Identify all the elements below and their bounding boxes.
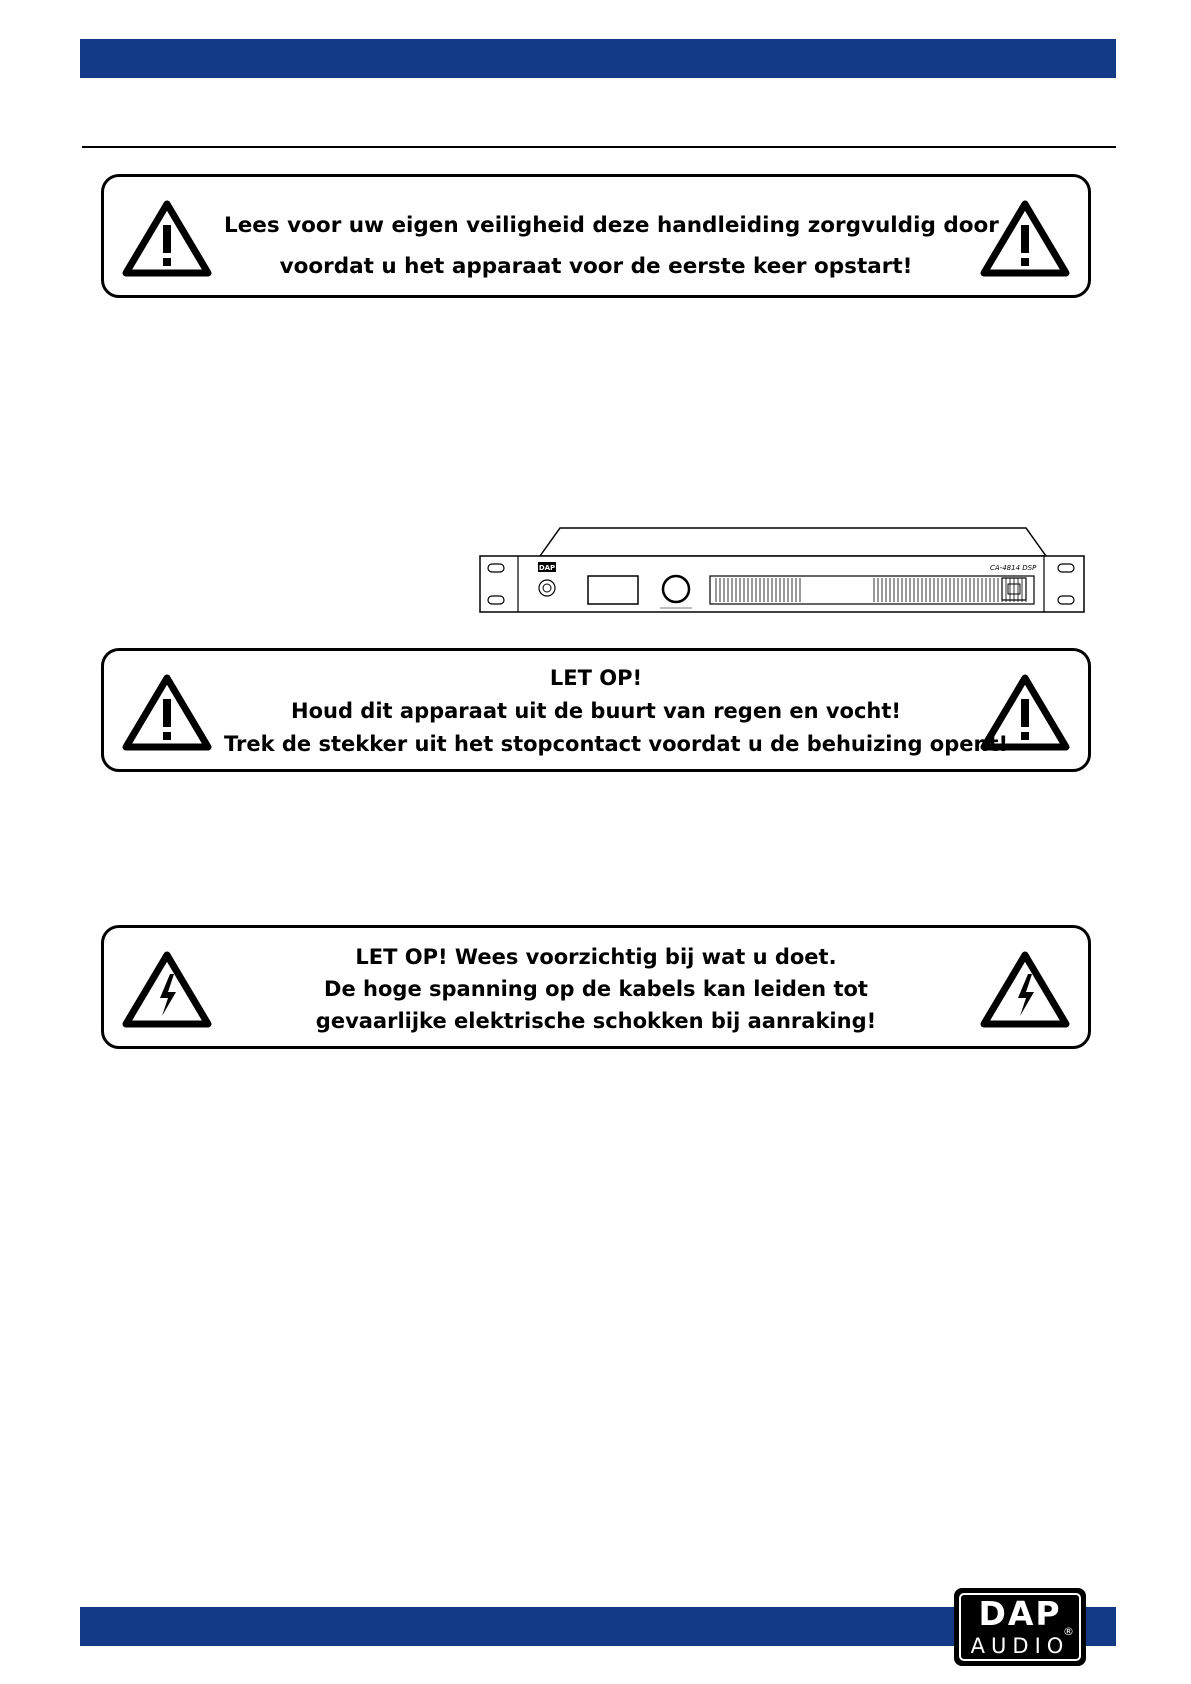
- device-badge: DAP: [538, 564, 556, 572]
- safety-warning-line-1: Lees voor uw eigen veiligheid deze handleiding zorgvuldig door: [224, 213, 999, 238]
- high-voltage-warning-line-2: De hoge spanning op de kabels kan leiden tot: [324, 977, 868, 1001]
- high-voltage-warning-box: [101, 925, 1091, 1049]
- moisture-warning-line-3: Trek de stekker uit het stopcontact voordat u de behuizing opent!: [224, 732, 1009, 756]
- logo-brand: DAP: [978, 1594, 1062, 1633]
- high-voltage-warning-line-1: LET OP! Wees voorzichtig bij wat u doet.: [355, 945, 837, 969]
- dap-audio-logo: [954, 1588, 1086, 1666]
- moisture-warning-title: LET OP!: [549, 666, 643, 690]
- safety-warning-text: [224, 205, 999, 287]
- safety-warning-line-2: voordat u het apparaat voor de eerste keer opstart!: [279, 254, 913, 279]
- safety-warning-box: [101, 174, 1091, 298]
- device-front-panel-illustration: [478, 526, 1086, 622]
- header-band: [80, 39, 1116, 78]
- moisture-warning-line-2: Houd dit apparaat uit de buurt van regen en vocht!: [291, 699, 901, 723]
- device-model-label: CA-4814 DSP: [990, 564, 1037, 572]
- moisture-warning-text: [224, 662, 1009, 761]
- high-voltage-warning-line-3: gevaarlijke elektrische schokken bij aanraking!: [315, 1009, 877, 1033]
- high-voltage-warning-icon: [122, 950, 212, 1028]
- logo-registered-mark: ®: [1063, 1625, 1074, 1638]
- exclamation-warning-icon: [980, 673, 1070, 751]
- exclamation-warning-icon: [122, 199, 212, 277]
- high-voltage-warning-text: [224, 941, 968, 1037]
- exclamation-warning-icon: [980, 199, 1070, 277]
- exclamation-warning-icon: [122, 673, 212, 751]
- high-voltage-warning-icon: [980, 950, 1070, 1028]
- moisture-warning-box: [101, 648, 1091, 772]
- logo-subtitle: AUDIO: [970, 1634, 1070, 1658]
- header-rule: [82, 146, 1116, 148]
